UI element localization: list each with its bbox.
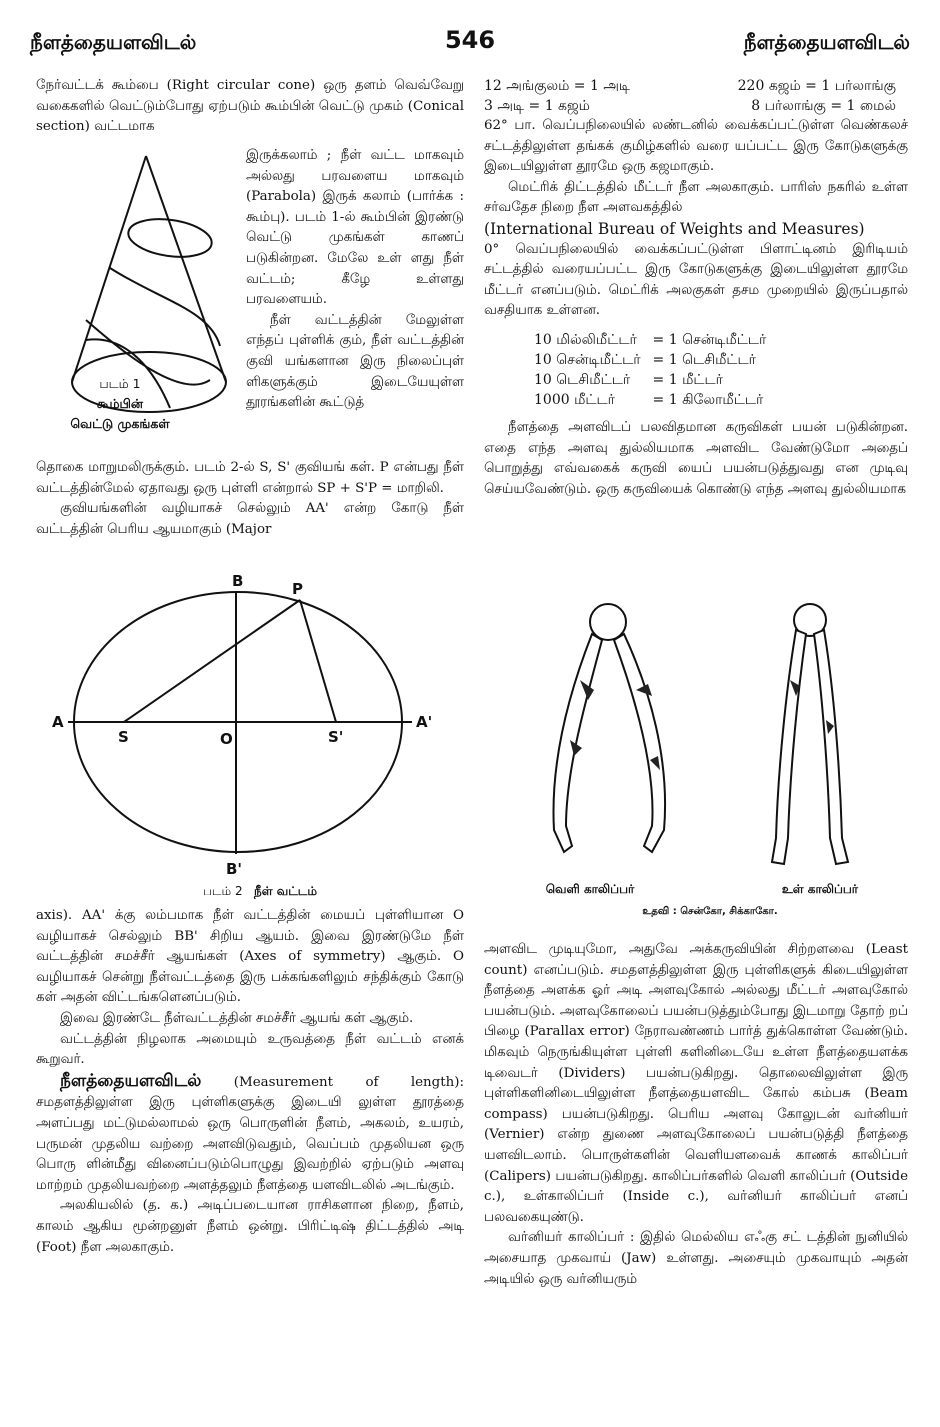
label-A-prime: A' [416, 713, 433, 731]
left-para-1d [36, 458, 464, 540]
cone-left-edge [72, 156, 146, 382]
metric-units-table [528, 330, 772, 410]
inside-caliper-right-leg [814, 630, 848, 864]
caption-line: கூம்பின் [96, 396, 144, 411]
ellipse-figure [40, 570, 460, 880]
table-row [528, 350, 772, 370]
table-cell: = 1 கிலோமீட்டர் [652, 391, 764, 408]
text-block: குவியங்களின் வழியாகச் செல்லும் AA' என்ற கோடு நீள் வட்டத்தின் பெரிய ஆயமாகும் (Major [36, 501, 464, 537]
running-head-right: நீளத்தையளவிடல் [743, 30, 910, 54]
text-block: 0° வெப்பநிலையில் வைக்கப்பட்டுள்ள பிளாட்டினம் இரிடியம் சட்டத்தில் வரையப்பட்ட இரு கோடுகளுக்கு இடையிலுள்ள தூரமே மீட்டர் எனப்படும். மெட்ரிக் அலகுகள் தசம முறையில் இருப்பதால் வசதியாக உள்ளன. [484, 241, 908, 319]
table-cell: 12 அங்குலம் = 1 அடி [484, 78, 631, 94]
left-para-1b [246, 146, 464, 414]
text-block: மெட்ரிக் திட்டத்தில் மீட்டர் நீள அலகாகும். பாரிஸ் நகரில் உள்ள சர்வதேச நிறை நீள அளவகத்தில் [484, 179, 908, 216]
left-para-1a [36, 76, 464, 138]
text-block: வட்டத்தின் நிழலாக அமையும் உருவத்தை நீள் வட்டம் எனக் கூறுவர். [36, 1031, 464, 1068]
table-cell: = 1 சென்டிமீட்டர் [652, 331, 767, 348]
text-block: நீள் வட்டத்தின் மேலுள்ள எந்தப் புள்ளிக் கும், நீள் வட்டத்தின் குவி யங்களான இரு நிலைப்புள் ளிகளுக்கும் இடையேயுள்ள தூரங்களின் கூட்டுத் [246, 312, 464, 411]
table-row [528, 370, 772, 390]
text-block: (International Bureau of Weights and Measures) [484, 219, 865, 238]
running-head-left: நீளத்தையளவிடல் [30, 30, 197, 54]
table-cell: 3 அடி = 1 கஜம் [484, 98, 590, 114]
text-block: நேர்வட்டக் கூம்பை (Right circular cone) ஒரு தளம் வெவ்வேறு வகைகளில் வெட்டும்போது ஏற்படும் கூம்பின் வெட்டு முகம் (Conical section) வட்டமாக [36, 78, 464, 135]
caption-text: நீள் வட்டம் [254, 884, 317, 898]
text-block: அளவிட முடியுமோ, அதுவே அக்கருவியின் சிற்றளவை (Least count) எனப்படும். சமதளத்திலுள்ள இரு புள்ளிகளுக் கிடையிலுள்ள நீளத்தை அளக்க ஓர் அடி அளவுகோல் அல்லது மீட்டர் அளவுகோல் பயன்படும். அளவுகோலைப் பயன்படுத்தும்போது இடமாறு தோற் றப் பிழை (Parallax error) நேராவண்ணம் பார்த் துக்கொள்ள வேண்டும். மிகவும் நெருங்கியுள்ள புள்ளி களினிடையே உள்ள நீளத்தையளக்க டிவைடர் (Dividers) பயன்படுகிறது. தொலைவிலுள்ள இரு புள்ளிகளினிடையிலுள்ள நீளத்தையளவிட கோல் கம்பசு (Beam compass) பயன்படுகிறது. பெரிய அளவு கோலுடன் வர்னியர் (Vernier) என்ற துணை அளவுகோலைப் பயன்படுத்தி நீளத்தை யளவிடலாம். பொருள்களின் வெளியளவைக் காணக் காலிப்பர் (Calipers) பயன்படுகிறது. காலிப்பர்களில் வெளி காலிப்பர் (Outside c.), உள்காலிப்பர் (Inside c.), வர்னியர் காலிப்பர் எனப் பலவகையுண்டு. [484, 942, 908, 1225]
label-A: A [52, 713, 64, 731]
text-block: இருக்கலாம் ; நீள் வட்ட மாகவும் அல்லது பரவளைய மாகவும் (Parabola) இருக் கலாம் (பார்க்க : கூம்பு). படம் 1-ல் கூம்பின் இரண்டு வெட்டு முகங்கள் காணப் படுகின்றன. மேலே உள் ளது நீள் வட்டம்; கீழே உள்ளது பரவளையம். [246, 148, 464, 308]
label-S: S [118, 728, 129, 746]
table-cell: 220 கஜம் = 1 பர்லாங்கு [737, 78, 896, 94]
caption-number: படம் 2 [203, 884, 243, 898]
outside-caliper-right-leg [614, 634, 665, 852]
caption-line: வெட்டு முகங்கள் [70, 416, 170, 431]
text-block: 62° பா. வெப்பநிலையில் லண்டனில் வைக்கப்பட்டுள்ள வெண்கலச் சட்டத்திலுள்ள தங்கக் குமிழ்களில் வரை யப்பட்ட இரு கோடுகளுக்கு இடையிலுள்ள தூரமே ஒரு கஜமாகும். [484, 118, 908, 175]
table-cell: 8 பர்லாங்கு = 1 மைல் [751, 98, 896, 114]
text-block: வர்னியர் காலிப்பர் : இதில் மெல்லிய எஃகு சட் டத்தின் நுனியில் அசையாத முகவாய் (Jaw) உள்ளது. அசையும் முகவாயும் அதன் அடியில் ஒரு வர்னியரும் [484, 1230, 908, 1287]
cone-right-edge [146, 156, 226, 382]
table-cell: 10 சென்டிமீட்டர் [534, 351, 641, 368]
text-block: இவை இரண்டே நீள்வட்டத்தின் சமச்சீர் ஆயங் கள் ஆகும். [60, 1010, 414, 1026]
caption-inside-caliper: உள் காலிப்பர் [781, 882, 859, 896]
line-S'P [300, 600, 336, 722]
text-block: (Measurement of length): சமதளத்திலுள்ள இரு புள்ளிகளுக்கு இடையி லுள்ள தூரத்தை அளப்பது மட்டுமல்லாமல் ஒரு பொருளின் நீளம், அகலம், உயரம், பருமன் முதலிய வற்றை அளவிடுவதும், வெப்பம் முதலியன ஒரு பொரு ளின்மீது வினைப்படும்பொழுது இவற்றில் ஏற்படும் அளவு மாற்றம் முதலியவற்றை அளத்தலும் நீளத்தை யளவிடலில் அடங்கும். [36, 1074, 464, 1193]
table-cell: 1000 மீட்டர் [534, 391, 615, 408]
label-S-prime: S' [328, 728, 344, 746]
table-row [528, 330, 772, 350]
caption-outside-caliper: வெளி காலிப்பர் [545, 882, 635, 896]
text-block: axis). AA' க்கு லம்பமாக நீள் வட்டத்தின் மையப் புள்ளியான O வழியாகச் செல்லும் BB' சிறிய ஆயம். இவை இரண்டுமே நீள் வட்டத்தின் சமச்சீர் ஆயங்கள் (Axes of symmetry) ஆகும். O வழியாகச் சென்று நீள்வட்டத்தை இரு பக்கங்களிலும் சந்திக்கும் கோடு கள் அதன் விட்டங்களெனப்படும். [36, 908, 464, 1006]
label-O: O [220, 730, 233, 748]
page-number: 546 [444, 26, 496, 54]
imperial-units-table [478, 76, 902, 116]
line-SP [124, 600, 300, 722]
caption-line: படம் 1 [99, 376, 141, 391]
text-block: நீளத்தை அளவிடப் பலவிதமான கருவிகள் பயன் படுகின்றன. எதை எந்த அளவு துல்லியமாக அளவிட வேண்டுமோ அதைப் பொறுத்து எவ்வகைக் கருவி யைப் பயன்படுத்துவது என முடிவு செய்யவேண்டும். ஒரு கருவியைக் கொண்டு எந்த அளவு துல்லியமாக [484, 419, 908, 497]
right-top-text [484, 76, 908, 500]
text-block: தொகை மாறுமலிருக்கும். படம் 2-ல் S, S' குவியங் கள். P என்பது நீள் வட்டத்தின்மேல் ஏதாவது ஒரு புள்ளி என்றால் SP + S'P = மாறிலி. [36, 460, 464, 496]
table-cell: 10 டெசிமீட்டர் [534, 371, 631, 388]
figure-1-caption [60, 374, 180, 434]
text-block: அலகியலில் (த. க.) அடிப்படையான ராசிகளான நிறை, நீளம், காலம் ஆகிய மூன்றனுள் நீளம் ஒன்று. பிரிட்டிஷ் திட்டத்தில் அடி (Foot) நீள அலகாகும். [36, 1198, 464, 1255]
inside-caliper-left-leg [772, 630, 806, 864]
table-cell: = 1 டெசிமீட்டர் [652, 351, 756, 368]
table-row [478, 76, 902, 96]
label-P: P [292, 580, 303, 598]
table-row [528, 390, 772, 410]
parabola-section [110, 268, 220, 346]
outside-caliper-left-leg [553, 634, 602, 852]
table-cell: 10 மில்லிமீட்டர் [534, 331, 637, 348]
right-lower-text [484, 940, 908, 1290]
figure-credit: உதவி : சென்கோ, சிக்காகோ. [642, 906, 778, 917]
figure-2-caption [160, 884, 360, 900]
section-heading: நீளத்தையளவிடல் [60, 1070, 202, 1091]
label-B: B [232, 572, 244, 590]
table-row [478, 96, 902, 116]
label-B-prime: B' [226, 860, 243, 878]
outside-caliper-pivot [590, 604, 626, 640]
calipers-figure [540, 600, 880, 880]
table-cell: = 1 மீட்டர் [652, 371, 723, 388]
left-lower-text [36, 906, 464, 1258]
